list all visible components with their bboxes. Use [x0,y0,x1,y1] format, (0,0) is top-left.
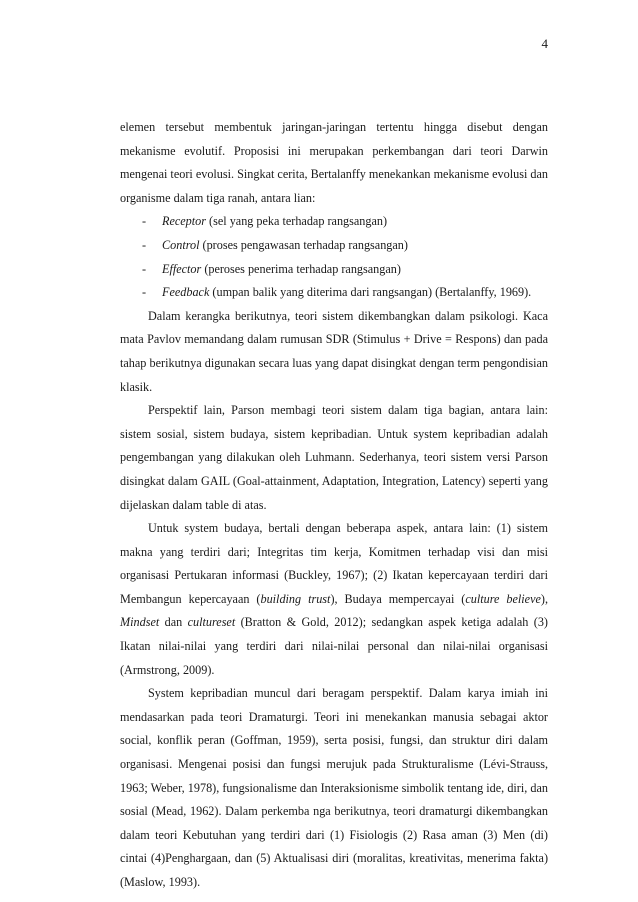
paragraph-parson: Perspektif lain, Parson membagi teori sistem dalam tiga bagian, antara lain: sistem sosial, sistem budaya, sistem kepribadian. Untuk system kepribadian adalah pengembangan yang dilakukan oleh Luhmann. Sederhanya, teori sistem versi Parson disingkat dalam GAIL (Goal-attainment, Adaptation, Integration, Latency) seperti yang dijelaskan dalam table di atas. [120,403,548,512]
bullet-desc: (sel yang peka terhadap rangsangan) [206,214,388,229]
list-item [120,281,548,305]
bullet-term: Feedback [162,285,210,300]
page-number: 4 [541,36,548,51]
italic-term: cultureset [187,615,236,630]
bullet-dash: - [142,237,147,252]
text-segment: (Bratton & Gold, 2012); sedangkan aspek ketiga adalah (3) Ikatan nilai-nilai yang terdiri dari nilai-nilai personal dan nilai-nilai organisasi (Armstrong, 2009). [120,615,548,677]
italic-term: culture believe [465,591,541,606]
bullet-term: Control [162,237,200,252]
italic-term: building trust [260,591,331,606]
paragraph-sistem-kepribadian: System kepribadian muncul dari beragam perspektif. Dalam karya imiah ini mendasarkan pada teori Dramaturgi. Teori ini menekankan manusia sebagai aktor social, konflik peran (Goffman, 1959), serta posisi, fungsi, dan struktur diri dalam organisasi. Mengenai posisi dan fungsi merujuk pada Strukturalisme (Lévi-Strauss, 1963; Weber, 1978), fungsionalisme dan Interaksionisme simbolik tentang ide, diri, dan sosial (Mead, 1962). Dalam perkemba nga berikutnya, teori dramaturgi dikembangkan dalam teori Kebutuhan yang terdiri dari (1) Fisiologis (2) Rasa aman (3) Men (di) cintai (4)Penghargaan, dan (5) Aktualisasi diri (moralitas, kreativitas, menerima fakta) (Maslow, 1993). [120,686,548,889]
paragraph-psikologi: Dalam kerangka berikutnya, teori sistem dikembangkan dalam psikologi. Kaca mata Pavlov memandang dalam rumusan SDR (Stimulus + Drive = Respons) dan pada tahap berikutnya digunakan secara luas yang dapat disingkat dengan term pengondisian klasik. [120,308,548,394]
bullet-term: Effector [162,261,202,276]
text-segment: ), Budaya mempercayai ( [330,591,466,606]
text-segment: dan [159,615,188,630]
bullet-dash: - [142,214,147,229]
intro-paragraph: elemen tersebut membentuk jaringan-jaringan tertentu hingga disebut dengan mekanisme evolutif. Proposisi ini merupakan perkembangan dari teori Darwin mengenai teori evolusi. Singkat cerita, Bertalanffy menekankan mekanisme evolusi dan organisme dalam tiga ranah, antara lian: [120,120,548,205]
bullet-desc: (umpan balik yang diterima dari rangsangan) (Bertalanffy, 1969). [209,285,532,300]
text-segment: ), [540,591,549,606]
list-item [120,258,548,282]
italic-term: Mindset [120,615,160,630]
list-item [120,210,548,234]
bullet-desc: (proses pengawasan terhadap rangsangan) [199,237,408,252]
bullet-dash: - [142,285,147,300]
bullet-dash: - [142,261,147,276]
bullet-desc: (peroses penerima terhadap rangsangan) [201,261,401,276]
text-segment: Untuk system budaya, bertali dengan beberapa aspek, antara lain: (1) sistem makna yang terdiri dari; Integritas tim kerja, Komitmen terhadap visi dan misi organisasi Pertukaran informasi (Buckley, 1967); (2) Ikatan kepercayaan terdiri dari Membangun kepercayaan ( [120,521,548,606]
bullet-term: Receptor [162,214,206,229]
document-body [120,116,548,895]
list-item [120,234,548,258]
bullet-list [120,210,548,304]
paragraph-sistem-budaya [120,517,548,682]
